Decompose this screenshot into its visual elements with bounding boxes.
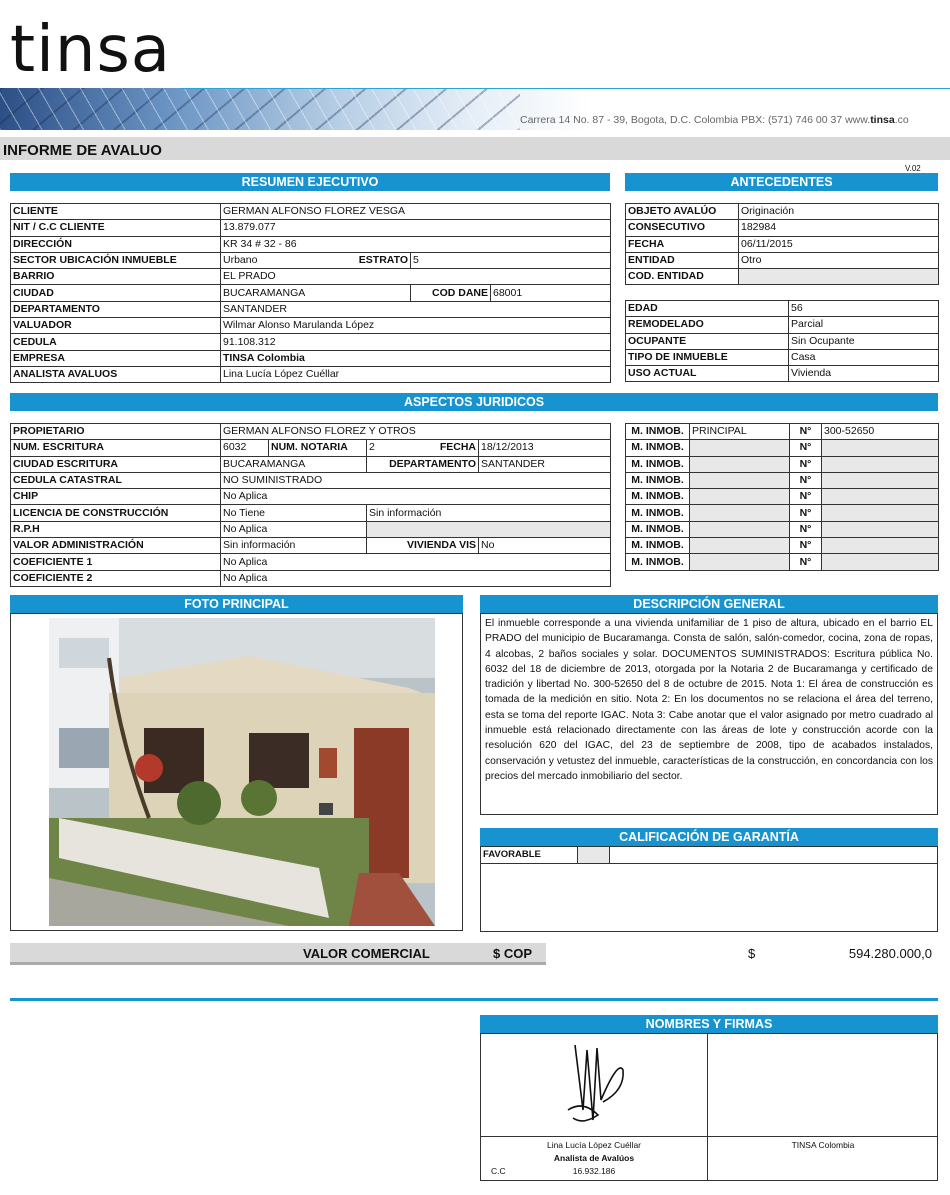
ocupante-label: OCUPANTE	[626, 333, 789, 349]
house-photo	[49, 618, 435, 926]
ciudad-value: BUCARAMANGA	[221, 285, 411, 301]
tinsa-logo: tinsa	[10, 13, 171, 87]
chip-label: CHIP	[11, 489, 221, 505]
valadmin-label: VALOR ADMINISTRACIÓN	[11, 538, 221, 554]
separator-line	[10, 998, 938, 1001]
uso-value: Vivienda	[789, 366, 939, 382]
sector-value: Urbano	[221, 252, 321, 268]
barrio-value: EL PRADO	[221, 269, 611, 285]
firmante-name: Lina Lucía López Cuéllar	[546, 1140, 642, 1150]
ciudad-escritura-value: BUCARAMANGA	[221, 456, 367, 472]
remodelado-value: Parcial	[789, 317, 939, 333]
rph-extra	[367, 521, 611, 537]
version-label: V.02	[905, 164, 921, 173]
juridicos-header: ASPECTOS JURIDICOS	[10, 393, 938, 411]
escritura-value: 6032	[221, 440, 269, 456]
antecedentes-table-top	[625, 203, 939, 285]
firmas-box	[480, 1033, 938, 1181]
analista-value: Lina Lucía López Cuéllar	[221, 366, 611, 382]
foto-frame	[10, 613, 463, 931]
catastral-label: CEDULA CATASTRAL	[11, 472, 221, 488]
valor-box	[546, 943, 938, 965]
empresa-label: EMPRESA	[11, 350, 221, 366]
escritura-label: NUM. ESCRITURA	[11, 440, 221, 456]
estrato-label: ESTRATO	[321, 252, 411, 268]
entidad-label: ENTIDAD	[626, 252, 739, 268]
matriculas-table	[625, 423, 939, 571]
matricula-row: M. INMOB. N°	[626, 554, 939, 570]
firmas-header: NOMBRES Y FIRMAS	[480, 1015, 938, 1033]
valuador-value: Wilmar Alonso Marulanda López	[221, 318, 611, 334]
licencia-label: LICENCIA DE CONSTRUCCIÓN	[11, 505, 221, 521]
valuador-label: VALUADOR	[11, 318, 221, 334]
tipo-label: TIPO DE INMUEBLE	[626, 349, 789, 365]
rph-label: R.P.H	[11, 521, 221, 537]
edad-value: 56	[789, 301, 939, 317]
valor-symbol: $	[748, 946, 756, 961]
antecedentes-table-bottom	[625, 300, 939, 382]
barrio-label: BARRIO	[11, 269, 221, 285]
dane-value: 68001	[491, 285, 611, 301]
objeto-value: Originación	[739, 204, 939, 220]
valor-currency: $ COP	[493, 946, 533, 961]
cedula-value: 91.108.312	[221, 334, 611, 350]
juridico-depto-value: SANTANDER	[479, 456, 611, 472]
juridico-depto-label: DEPARTAMENTO	[367, 456, 479, 472]
codentidad-value	[739, 269, 939, 285]
report-title-bar	[0, 134, 950, 160]
matricula-row: M. INMOB. N°	[626, 456, 939, 472]
tipo-value: Casa	[789, 349, 939, 365]
edad-label: EDAD	[626, 301, 789, 317]
resumen-header: RESUMEN EJECUTIVO	[10, 173, 610, 191]
firmante-role: Analista de Avalúos	[553, 1153, 635, 1163]
empresa-value: TINSA Colombia	[221, 350, 611, 366]
consecutivo-label: CONSECUTIVO	[626, 220, 739, 236]
cc-label: C.C	[491, 1166, 506, 1176]
juridico-fecha-value: 18/12/2013	[479, 440, 611, 456]
foto-header: FOTO PRINCIPAL	[10, 595, 463, 613]
cedula-label: CEDULA	[11, 334, 221, 350]
nit-label: NIT / C.C CLIENTE	[11, 220, 221, 236]
ciudad-escritura-label: CIUDAD ESCRITURA	[11, 456, 221, 472]
ciudad-label: CIUDAD	[11, 285, 221, 301]
fecha-label: FECHA	[626, 236, 739, 252]
catastral-value: NO SUMINISTRADO	[221, 472, 611, 488]
coef2-label: COEFICIENTE 2	[11, 570, 221, 586]
report-title: INFORME DE AVALUO	[3, 142, 162, 159]
codentidad-label: COD. ENTIDAD	[626, 269, 739, 285]
descripcion-text: El inmueble corresponde a una vivienda unifamiliar de 1 piso de altura, ubicado en el barrio EL PRADO del municipio de Bucaramanga. Consta de salón, salón-comedor, cocina, zona de ropas, 4 alcobas, 2 baños sociales y solar. DOCUMENTOS SUMINISTRADOS: Escritura pública No. 6032 del 18 de diciembre de 2013, otorgada por la Notaria 2 de Bucaramanga y certificado de tradición y libertad No. 300-52650 del 8 de octubre de 2015. Nota 1: El área de construcción es tomada de la medición en sitio. Nota 2: En los documentos no se relaciona el área del terreno, esta se toma del reporte IGAC. Nota 3: Cabe anotar que el valor asignado por metro cuadrado al inmueble está relacionado directamente con las áreas de lote y construcción acorde con la resolución 620 del IGAC, del 23 de septiembre de 2008, tipo de acabados instalados, conservación y vetustez del inmueble, características de la construcción, en concordancia con los precios del mercado inmobiliario del sector.	[480, 613, 938, 815]
coef1-value: No Aplica	[221, 554, 611, 570]
garantia-box	[480, 846, 938, 932]
garantia-header: CALIFICACIÓN DE GARANTÍA	[480, 828, 938, 846]
valor-amount: 594.280.000,0	[848, 946, 932, 961]
notaria-value: 2	[369, 441, 375, 454]
vis-value: No	[479, 538, 611, 554]
propietario-label: PROPIETARIO	[11, 424, 221, 440]
juridico-fecha-label: FECHA	[439, 441, 476, 454]
estrato-value: 5	[411, 252, 611, 268]
matricula-row: M. INMOB. PRINCIPAL N° 300-52650	[626, 424, 939, 440]
objeto-label: OBJETO AVALÚO	[626, 204, 739, 220]
licencia-value: No Tiene	[221, 505, 367, 521]
cc-value: 16.932.186	[572, 1166, 616, 1176]
firma-company: TINSA Colombia	[791, 1140, 855, 1150]
chip-value: No Aplica	[221, 489, 611, 505]
analista-label: ANALISTA AVALUOS	[11, 366, 221, 382]
depto-value: SANTANDER	[221, 301, 611, 317]
resumen-table	[10, 203, 611, 383]
entidad-value: Otro	[739, 252, 939, 268]
juridicos-table	[10, 423, 611, 587]
matricula-row: M. INMOB. N°	[626, 472, 939, 488]
uso-label: USO ACTUAL	[626, 366, 789, 382]
direccion-value: KR 34 # 32 - 86	[221, 236, 611, 252]
garantia-table	[481, 847, 937, 864]
company-address: Carrera 14 No. 87 - 39, Bogota, D.C. Colombia PBX: (571) 746 00 37 www.tinsa.co	[520, 114, 909, 126]
signature-image	[563, 1040, 633, 1130]
valor-label: VALOR COMERCIAL	[303, 946, 430, 961]
propietario-value: GERMAN ALFONSO FLOREZ Y OTROS	[221, 424, 611, 440]
rph-value: No Aplica	[221, 521, 367, 537]
notaria-cell: NUM. NOTARIA	[269, 440, 367, 456]
remodelado-label: REMODELADO	[626, 317, 789, 333]
matricula-row: M. INMOB. N°	[626, 521, 939, 537]
ocupante-value: Sin Ocupante	[789, 333, 939, 349]
vis-label: VIVIENDA VIS	[367, 538, 479, 554]
depto-label: DEPARTAMENTO	[11, 301, 221, 317]
matricula-row: M. INMOB. N°	[626, 505, 939, 521]
direccion-label: DIRECCIÓN	[11, 236, 221, 252]
antecedentes-header: ANTECEDENTES	[625, 173, 938, 191]
licencia-info: Sin información	[367, 505, 611, 521]
dane-label: COD DANE	[411, 285, 491, 301]
valor-comercial-bar	[10, 943, 938, 965]
coef1-label: COEFICIENTE 1	[11, 554, 221, 570]
sector-label: SECTOR UBICACIÓN INMUEBLE	[11, 252, 221, 268]
consecutivo-value: 182984	[739, 220, 939, 236]
matricula-row: M. INMOB. N°	[626, 440, 939, 456]
valadmin-value: Sin información	[221, 538, 367, 554]
matricula-row: M. INMOB. N°	[626, 489, 939, 505]
descripcion-header: DESCRIPCIÓN GENERAL	[480, 595, 938, 613]
fecha-value: 06/11/2015	[739, 236, 939, 252]
garantia-value: FAVORABLE	[481, 847, 577, 863]
nit-value: 13.879.077	[221, 220, 611, 236]
matricula-row: M. INMOB. N°	[626, 538, 939, 554]
coef2-value: No Aplica	[221, 570, 611, 586]
cliente-label: CLIENTE	[11, 204, 221, 220]
cliente-value: GERMAN ALFONSO FLOREZ VESGA	[221, 204, 611, 220]
notaria-fecha-cell	[367, 440, 479, 456]
